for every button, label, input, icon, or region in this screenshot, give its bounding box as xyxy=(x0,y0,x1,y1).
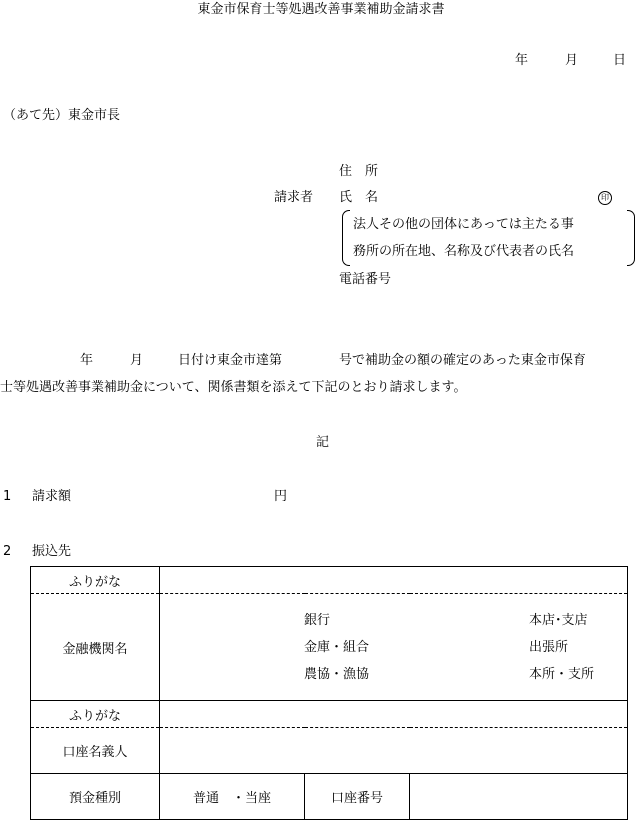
item1-unit: 円 xyxy=(274,489,288,504)
body-month: 月 xyxy=(130,353,144,368)
option-bank: 銀行 xyxy=(304,613,331,628)
option-shinkin: 金庫・組合 xyxy=(304,640,370,655)
option-honten-shiten: 本店･支店 xyxy=(529,613,588,628)
institution-input[interactable] xyxy=(160,594,628,701)
account-number-label: 口座番号 xyxy=(305,774,410,820)
deposit-type-label: 預金種別 xyxy=(31,774,160,820)
corporate-note-line2: 務所の所在地、名称及び代表者の氏名 xyxy=(353,244,575,259)
phone-label: 電話番号 xyxy=(339,272,392,287)
name-label: 氏 名 xyxy=(339,190,379,205)
addressee: （あて先）東金市長 xyxy=(3,108,121,123)
date-month: 月 xyxy=(565,53,579,68)
institution-label: 金融機関名 xyxy=(31,594,160,701)
bracket-right xyxy=(627,210,635,266)
body-line2: 士等処遇改善事業補助金について、関係書類を添えて下記のとおり請求します。 xyxy=(0,380,467,395)
option-nokyo: 農協・漁協 xyxy=(304,667,370,682)
account-holder-label: 口座名義人 xyxy=(31,728,160,774)
furigana-input-holder[interactable] xyxy=(160,701,628,728)
requester-label: 請求者 xyxy=(274,190,314,205)
item2-label: 振込先 xyxy=(32,544,72,559)
item2-number: 2 xyxy=(3,544,12,559)
item1-label: 請求額 xyxy=(32,489,72,504)
furigana-label-holder: ふりがな xyxy=(31,701,160,728)
account-number-input[interactable] xyxy=(410,774,628,820)
address-label: 住 所 xyxy=(339,164,379,179)
deposit-type-value[interactable]: 普通 ・当座 xyxy=(160,774,305,820)
seal-mark: 印 xyxy=(598,191,612,205)
account-holder-input[interactable] xyxy=(160,728,628,774)
ki-mark: 記 xyxy=(316,435,330,450)
bank-transfer-table xyxy=(30,566,628,820)
option-shucchojo: 出張所 xyxy=(529,640,569,655)
furigana-label-institution: ふりがな xyxy=(31,567,160,594)
body-line1-tail: 号で補助金の額の確定のあった東金市保育 xyxy=(339,353,586,368)
date-day: 日 xyxy=(613,53,627,68)
option-honsho-shisho: 本所・支所 xyxy=(529,667,595,682)
date-year: 年 xyxy=(515,53,529,68)
item1-number: 1 xyxy=(3,489,12,504)
corporate-note-line1: 法人その他の団体にあっては主たる事 xyxy=(353,217,574,232)
bracket-left xyxy=(342,210,350,266)
document-title: 東金市保育士等処遇改善事業補助金請求書 xyxy=(197,2,445,17)
furigana-input-institution[interactable] xyxy=(160,567,628,594)
body-date-text: 日付け東金市達第 xyxy=(178,353,283,368)
body-year: 年 xyxy=(80,353,94,368)
